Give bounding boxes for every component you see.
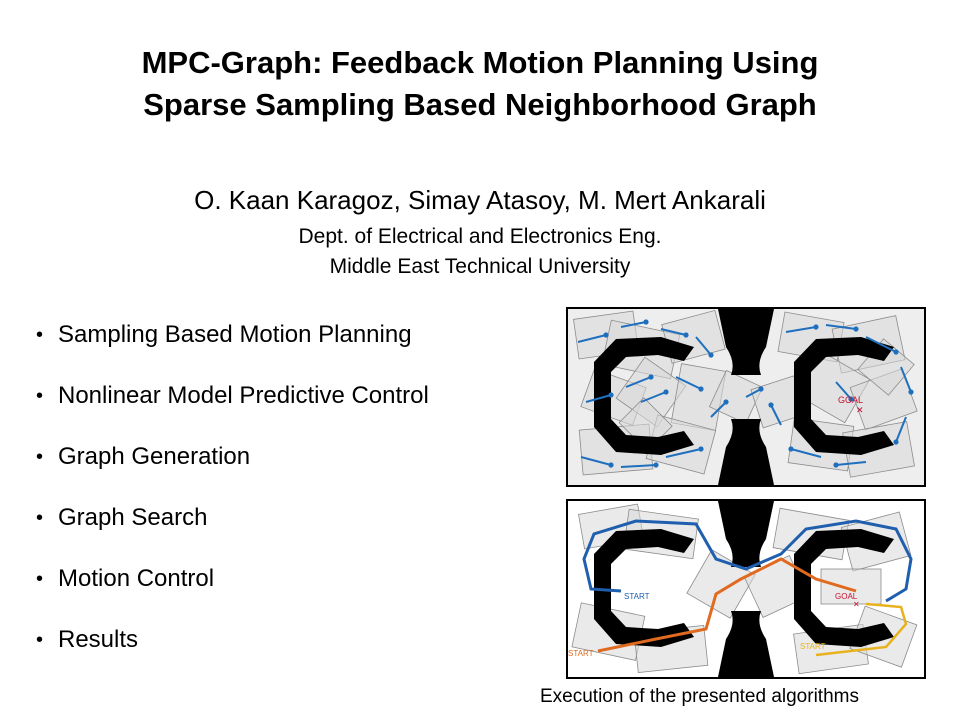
goal-label: GOAL (835, 592, 858, 601)
figure-caption: Execution of the presented algorithms (540, 686, 859, 707)
department: Dept. of Electrical and Electronics Eng. (298, 225, 662, 248)
bullet-item: • Graph Generation (36, 440, 536, 501)
slide-title (0, 42, 960, 126)
goal-marker-icon: ✕ (856, 405, 864, 415)
bullet-dot: • (36, 507, 44, 529)
bullet-item: • Sampling Based Motion Planning (36, 318, 536, 379)
bullet-dot: • (36, 385, 44, 407)
bullet-dot: • (36, 629, 44, 651)
bullet-dot: • (36, 446, 44, 468)
title-line-1: MPC-Graph: Feedback Motion Planning Using (141, 45, 819, 80)
figure-graph (566, 307, 926, 487)
bullet-item: • Graph Search (36, 501, 536, 562)
bullet-item: • Results (36, 623, 536, 684)
university: Middle East Technical University (329, 255, 631, 278)
bullet-item: • Nonlinear Model Predictive Control (36, 379, 536, 440)
affiliation (0, 222, 960, 282)
start-label-yellow: START (800, 642, 826, 651)
title-line-2: Sparse Sampling Based Neighborhood Graph (143, 87, 817, 122)
bullet-item: • Motion Control (36, 562, 536, 623)
goal-marker-icon: ✕ (853, 600, 860, 609)
bullet-dot: • (36, 568, 44, 590)
start-label-blue: START (624, 592, 650, 601)
bullet-dot: • (36, 324, 44, 346)
start-label-orange: START (568, 649, 594, 658)
bullet-list (36, 318, 536, 684)
goal-label: GOAL (838, 395, 864, 405)
figure-execution (566, 499, 926, 679)
authors: O. Kaan Karagoz, Simay Atasoy, M. Mert Ankarali (194, 185, 766, 215)
